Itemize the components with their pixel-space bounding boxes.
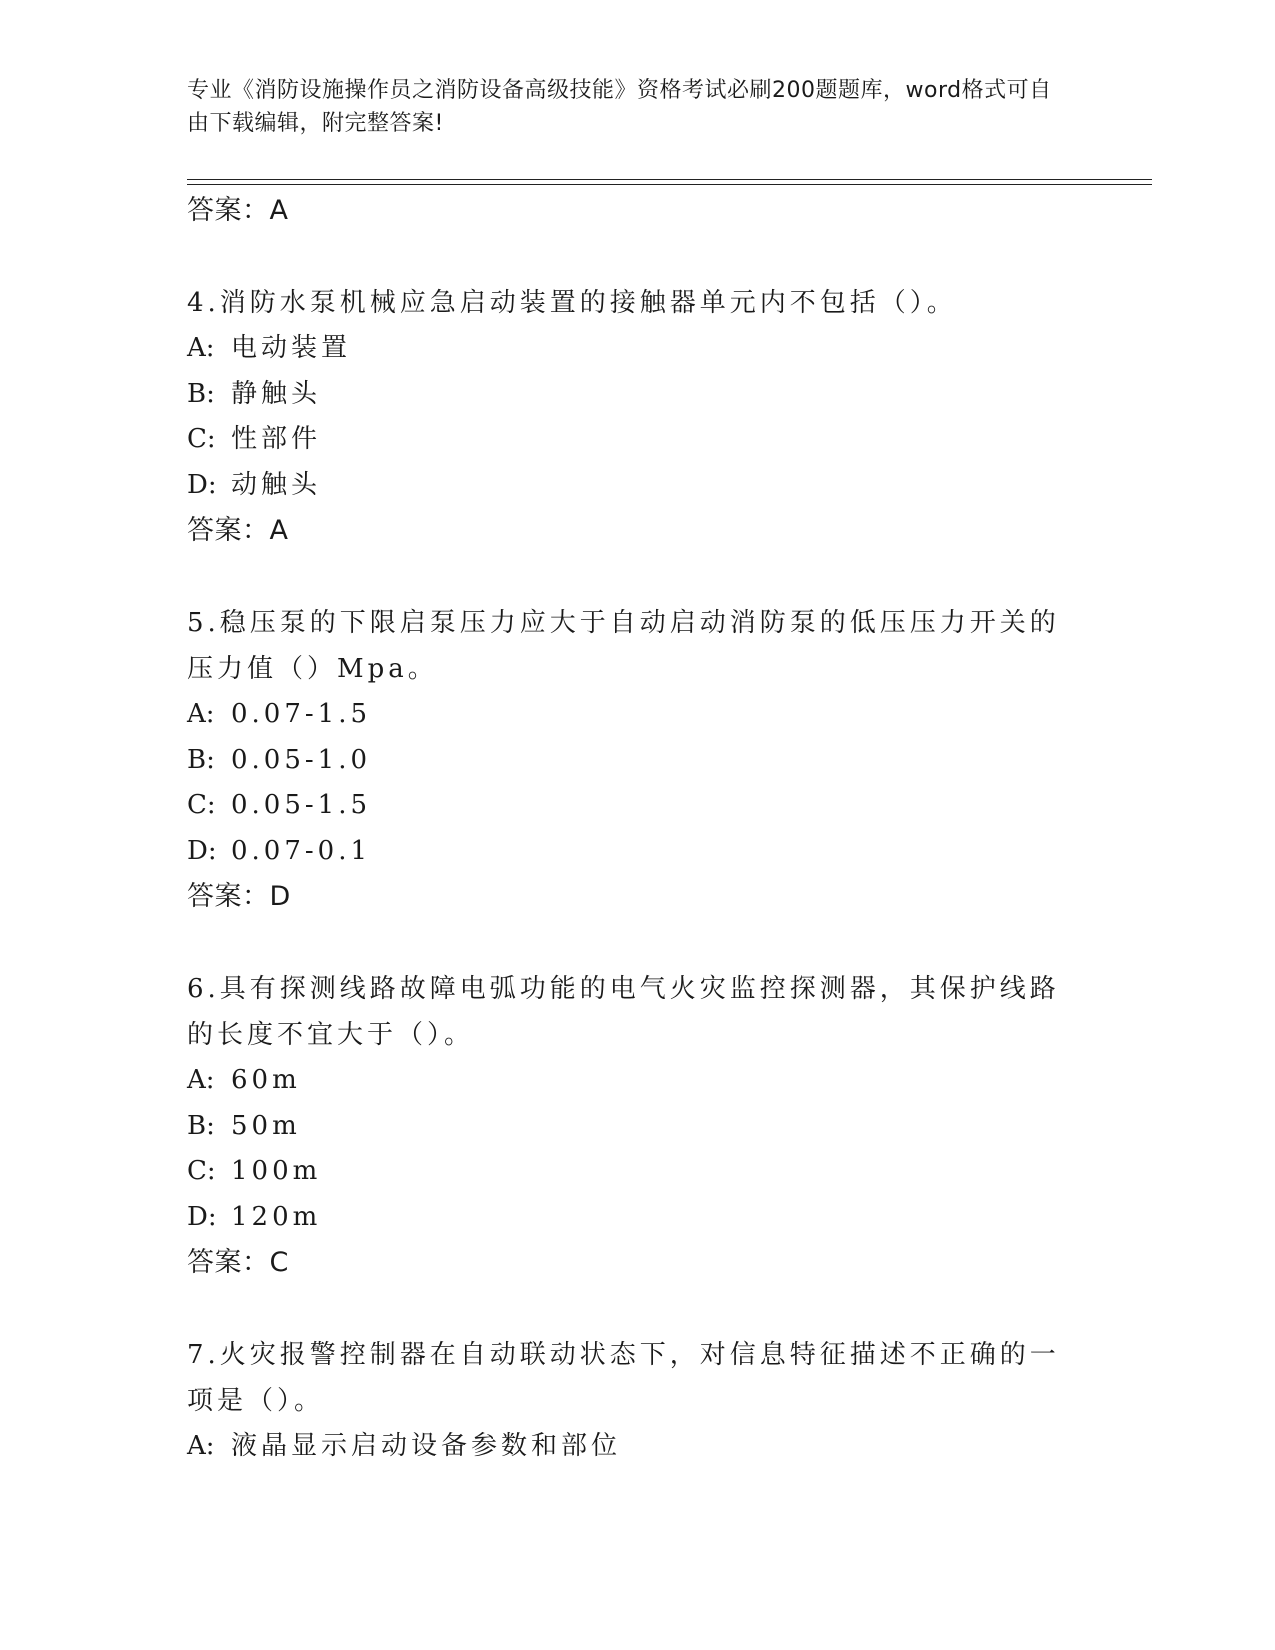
option-text: 性部件 <box>231 424 322 454</box>
option-a <box>187 1424 1067 1470</box>
option-text: 动触头 <box>231 469 322 500</box>
question-text: 6.具有探测线路故障电弧功能的电气火灾监控探测器，其保护线路的长度不宜大于（）。 <box>187 974 1060 1050</box>
document-header: 专业《消防设施操作员之消防设备高级技能》资格考试必刷200题题库，word格式可自由下载编辑，附完整答案! <box>187 78 1052 136</box>
answer-line: 答案：D <box>187 881 291 912</box>
option-letter: C: <box>187 424 216 454</box>
option-letter: D: <box>187 835 217 866</box>
option-text: 静触头 <box>231 378 322 409</box>
option-d <box>187 1195 1067 1241</box>
option-b <box>187 738 1067 784</box>
question-text: 5.稳压泵的下限启泵压力应大于自动启动消防泵的低压压力开关的压力值（）Mpa。 <box>187 608 1060 684</box>
option-text: 60m <box>231 1065 301 1095</box>
option-c <box>187 1149 1067 1195</box>
option-letter: C: <box>187 790 216 820</box>
question-text: 7.火灾报警控制器在自动联动状态下，对信息特征描述不正确的一项是（）。 <box>187 1340 1060 1416</box>
option-letter: A: <box>187 1065 215 1095</box>
option-letter: A: <box>187 1431 215 1461</box>
option-letter: A: <box>187 699 215 729</box>
option-text: 100m <box>231 1156 322 1186</box>
question-5 <box>187 600 1067 920</box>
option-c <box>187 417 1067 463</box>
option-text: 0.07-1.5 <box>231 699 372 729</box>
option-c <box>187 783 1067 829</box>
header-rule-bottom <box>187 184 1152 185</box>
option-a <box>187 326 1067 372</box>
question-6 <box>187 966 1067 1286</box>
option-text: 0.05-1.5 <box>231 790 372 820</box>
option-text: 50m <box>231 1110 301 1141</box>
option-letter: B: <box>187 378 215 409</box>
option-letter: C: <box>187 1156 216 1186</box>
option-letter: B: <box>187 744 215 775</box>
option-b <box>187 372 1067 418</box>
option-a <box>187 1058 1067 1104</box>
option-letter: D: <box>187 469 217 500</box>
option-letter: A: <box>187 333 215 363</box>
answer-line: 答案：A <box>187 195 289 226</box>
answer-line: 答案：A <box>187 515 289 546</box>
option-letter: B: <box>187 1110 215 1141</box>
question-list <box>187 188 1067 1470</box>
option-text: 电动装置 <box>231 333 352 363</box>
question-4 <box>187 280 1067 554</box>
option-a <box>187 692 1067 738</box>
option-letter: D: <box>187 1201 217 1232</box>
option-text: 0.05-1.0 <box>231 744 372 775</box>
header-rule-top <box>187 179 1152 180</box>
option-d <box>187 829 1067 875</box>
question-text: 4.消防水泵机械应急启动装置的接触器单元内不包括（）。 <box>187 288 957 318</box>
option-d <box>187 463 1067 509</box>
option-text: 0.07-0.1 <box>231 835 372 866</box>
option-b <box>187 1104 1067 1150</box>
question-7 <box>187 1332 1067 1470</box>
option-text: 120m <box>231 1201 322 1232</box>
option-text: 液晶显示启动设备参数和部位 <box>231 1431 622 1461</box>
answer-line: 答案：C <box>187 1247 289 1278</box>
